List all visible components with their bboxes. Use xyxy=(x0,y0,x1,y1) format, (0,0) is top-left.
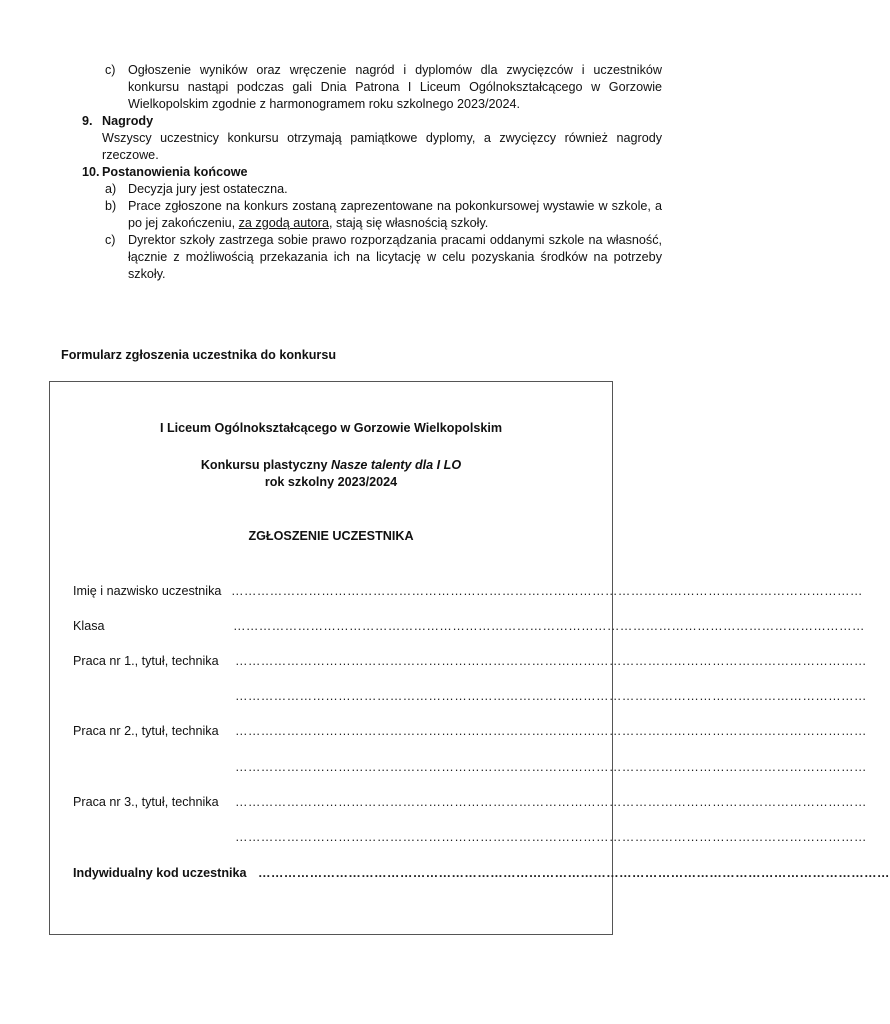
contest-name-line xyxy=(50,457,612,474)
work-1-field-row xyxy=(73,653,867,671)
form-heading: Formularz zgłoszenia uczestnika do konkursu xyxy=(61,348,337,362)
work-2-field-line[interactable]: ………………………………………………………………………………………………………………………………… xyxy=(235,724,867,738)
contest-title: Nasze talenty dla I LO xyxy=(330,458,462,472)
item-letter: a) xyxy=(105,182,117,196)
work-3-continuation-row xyxy=(73,829,867,847)
work-2-field-row xyxy=(73,723,867,741)
results-announcement-item xyxy=(82,62,662,113)
item-text: Decyzja jury jest ostateczna. xyxy=(128,182,288,196)
item-letter: c) xyxy=(105,63,116,77)
name-field-label: Imię i nazwisko uczestnika xyxy=(73,584,222,598)
item-letter: b) xyxy=(105,199,117,213)
work-2-continuation-row xyxy=(73,759,867,777)
list-item xyxy=(82,232,662,283)
name-field-line[interactable]: ………………………………………………………………………………………………………………………………… xyxy=(231,584,863,598)
school-name: I Liceum Ogólnokształcącego w Gorzowie Wielkopolskim xyxy=(159,421,503,435)
underlined-phrase: za zgodą autora xyxy=(238,216,329,230)
work-1-continuation-row xyxy=(73,688,867,706)
section-number: 9. xyxy=(82,114,93,128)
list-item xyxy=(82,198,662,232)
class-field-row xyxy=(73,618,865,636)
participant-code-label: Indywidualny kod uczestnika xyxy=(73,866,247,880)
school-year: rok szkolny 2023/2024 xyxy=(264,475,398,489)
work-1-field-label: Praca nr 1., tytuł, technika xyxy=(73,654,219,668)
participant-code-row xyxy=(73,865,890,883)
section-9-text: Wszyscy uczestnicy konkursu otrzymają pamiątkowe dyplomy, a zwycięzcy również nagrody rzeczowe. xyxy=(102,131,662,162)
section-9-heading xyxy=(82,113,662,130)
name-field-row xyxy=(73,583,863,601)
work-2-field-label: Praca nr 2., tytuł, technika xyxy=(73,724,219,738)
work-3-field-line[interactable]: ………………………………………………………………………………………………………………………………… xyxy=(235,795,867,809)
item-text: Ogłoszenie wyników oraz wręczenie nagród i dyplomów dla zwycięzców i uczestników konkursu nastąpi podczas gali Dnia Patrona I Liceum Ogólnokształcącego w Gorzowie Wielkopolskim zgodnie z harmonogramem roku szkolnego 2023/2024. xyxy=(128,63,662,111)
item-text: Dyrektor szkoły zastrzega sobie prawo rozporządzania pracami oddanymi szkole na własność, łącznie z możliwością przekazania ich na licytację w celu pozyskania środków na potrzeby szkoły. xyxy=(128,233,662,281)
work-3-field-label: Praca nr 3., tytuł, technika xyxy=(73,795,219,809)
work-1-continuation-line[interactable]: ………………………………………………………………………………………………………………………………… xyxy=(235,689,867,703)
section-number: 10. xyxy=(82,165,100,179)
work-3-field-row xyxy=(73,794,867,812)
section-title: Nagrody xyxy=(102,114,154,128)
form-title: ZGŁOSZENIE UCZESTNIKA xyxy=(248,529,414,543)
participant-code-line[interactable]: ………………………………………………………………………………………………………………………………… xyxy=(258,866,890,880)
item-text-start: Prace zgłoszone na konkurs zostaną zaprezentowane na pokonkursowej wystawie w szkole, a po jej zakończeniu, xyxy=(128,199,662,230)
item-text-end: , stają się własnością szkoły. xyxy=(328,216,489,230)
contest-prefix: Konkursu plastyczny xyxy=(200,458,331,472)
class-field-line[interactable]: ………………………………………………………………………………………………………………………………… xyxy=(233,619,865,633)
regulations-section xyxy=(82,62,662,283)
class-field-label: Klasa xyxy=(73,619,105,633)
list-item xyxy=(82,181,662,198)
work-1-field-line[interactable]: ………………………………………………………………………………………………………………………………… xyxy=(235,654,867,668)
item-letter: c) xyxy=(105,233,116,247)
work-2-continuation-line[interactable]: ………………………………………………………………………………………………………………………………… xyxy=(235,760,867,774)
application-form-box xyxy=(49,381,890,935)
work-3-continuation-line[interactable]: ………………………………………………………………………………………………………………………………… xyxy=(235,830,867,844)
section-title: Postanowienia końcowe xyxy=(102,165,248,179)
section-10-heading xyxy=(82,164,662,181)
